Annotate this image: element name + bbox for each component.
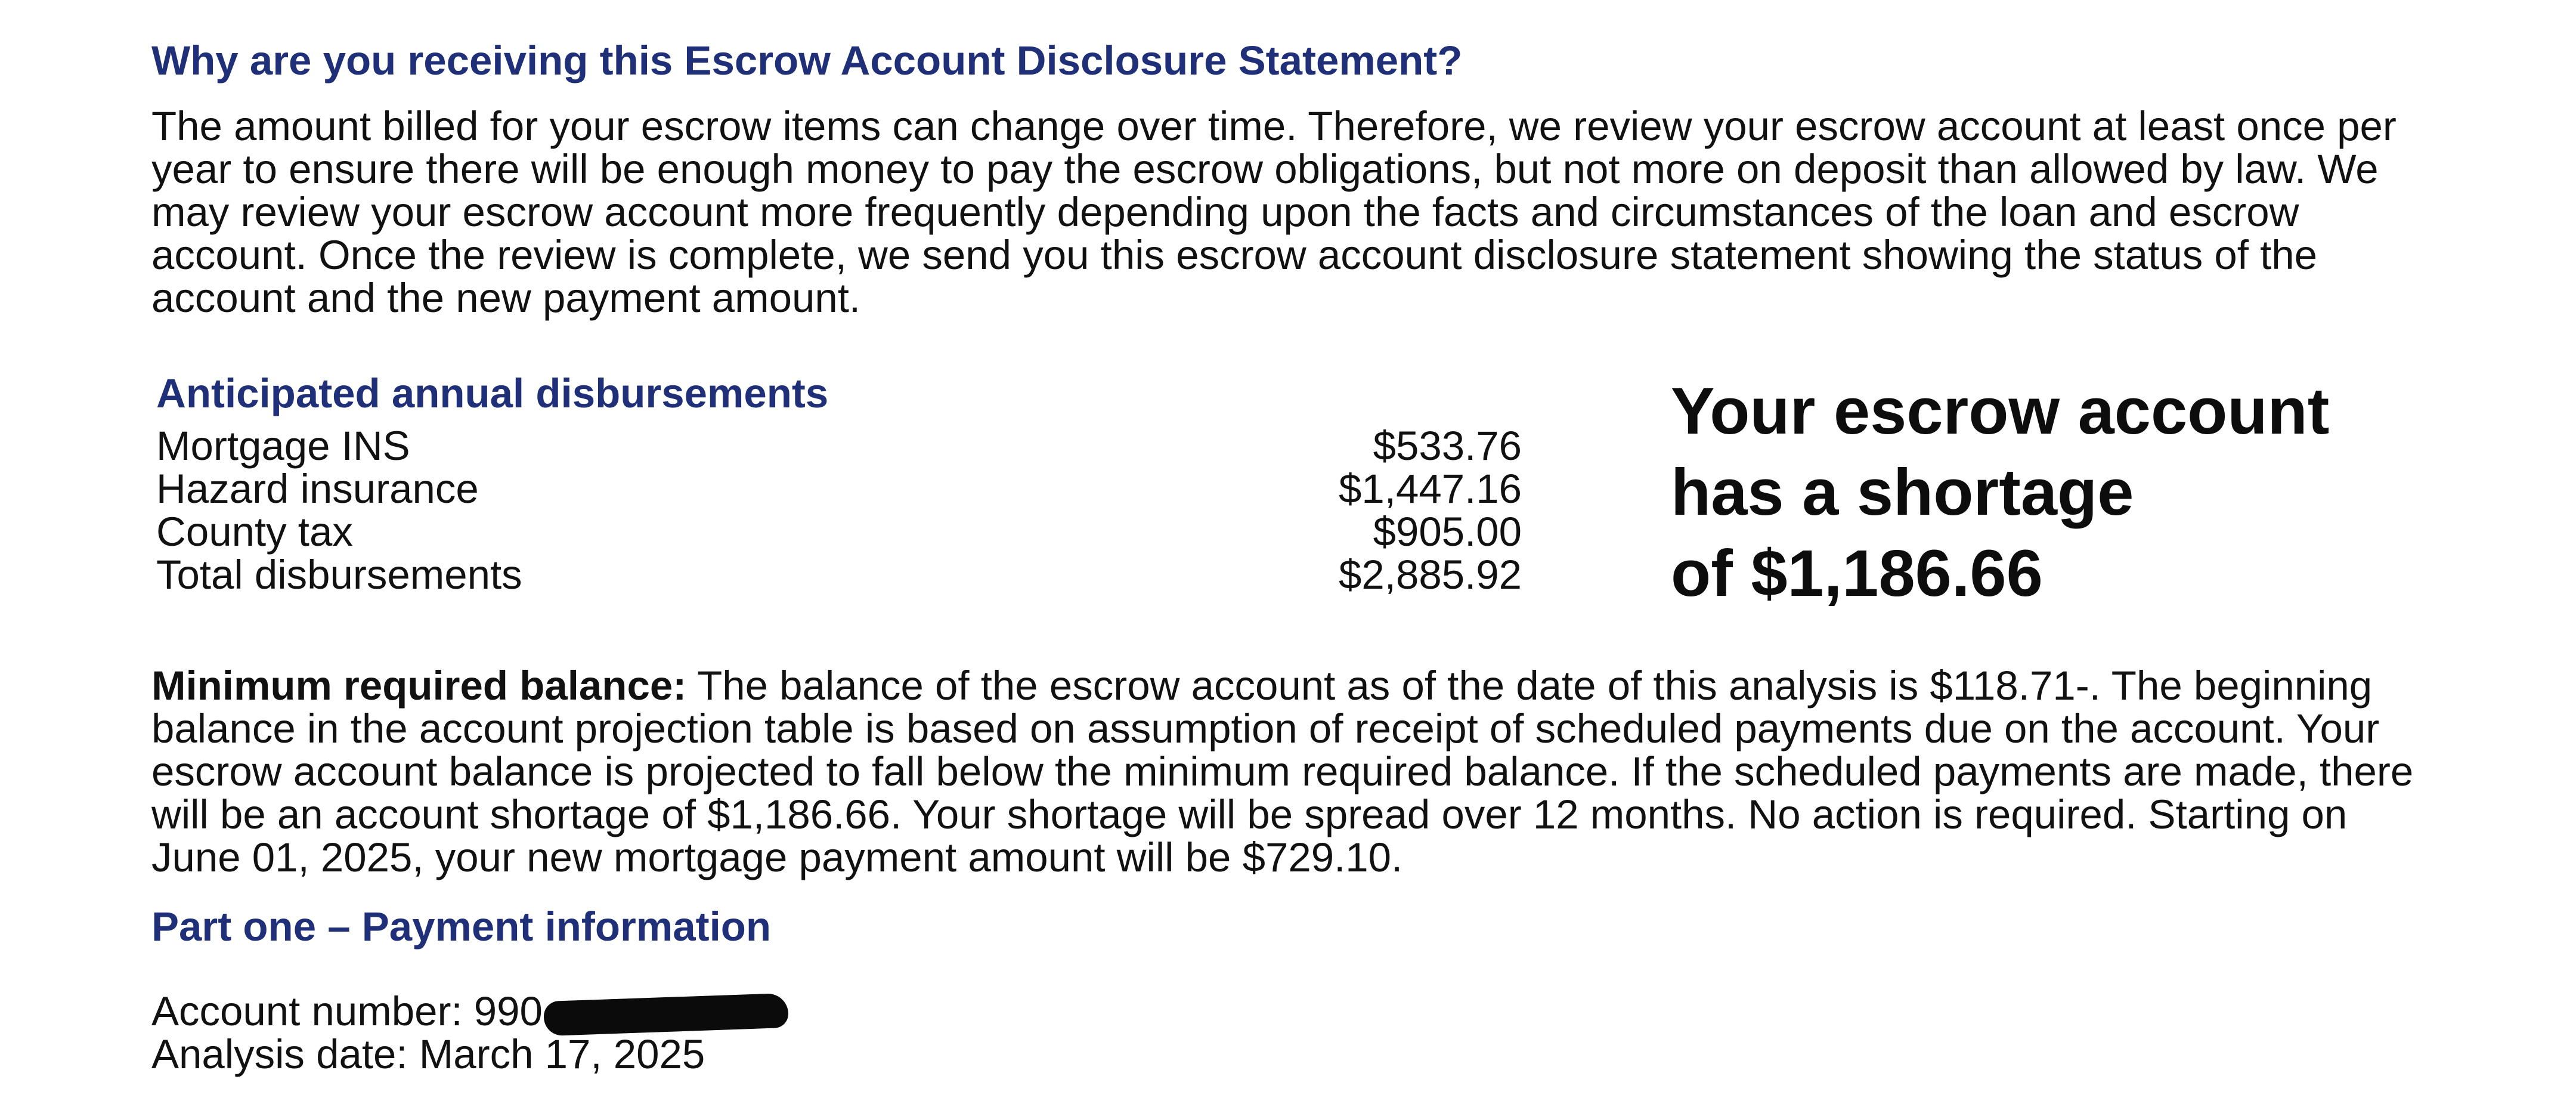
disbursement-label: Mortgage INS [156,423,410,469]
disbursement-amount: $533.76 [1373,423,1522,469]
account-number-line [151,990,788,1033]
disbursement-row [156,511,1522,554]
analysis-date-line: Analysis date: March 17, 2025 [151,1031,705,1077]
disbursement-row [156,468,1522,511]
disbursement-row [156,425,1522,468]
shortage-callout-line3: of $1,186.66 [1671,537,2043,610]
shortage-callout-line1: Your escrow account [1671,375,2330,448]
shortage-callout [1671,371,2446,614]
disbursement-amount: $905.00 [1373,509,1522,555]
disbursement-label: County tax [156,509,353,555]
minimum-balance-paragraph [151,664,2429,879]
part-one-heading: Part one – Payment information [151,904,772,950]
shortage-callout-line2: has a shortage [1671,456,2134,529]
minimum-balance-text: The balance of the escrow account as of the date of this analysis is $118.71-. The beginning balance in the account projection table is based on assumption of receipt of scheduled payments due on the account. Your escrow account balance is projected to fall below the minimum required balance. If the scheduled payments are made, there will be an account shortage of $1,186.66. Your shortage will be spread over 12 months. No action is required. Starting on June 01, 2025, your new mortgage payment amount will be $729.10. [151,663,2414,880]
account-number-value: 990 [473,988,543,1034]
account-number-label: Account number: [151,988,474,1034]
disbursement-total-label: Total disbursements [156,552,522,598]
disbursement-total-row [156,554,1522,596]
disbursement-label: Hazard insurance [156,466,479,512]
why-heading: Why are you receiving this Escrow Account Disclosure Statement? [151,38,1463,84]
disbursement-total-amount: $2,885.92 [1339,552,1522,598]
intro-paragraph: The amount billed for your escrow items can change over time. Therefore, we review your escrow account at least once per year to ensure there will be enough money to pay the escrow obligations, but not more on deposit than allowed by law. We may review your escrow account more frequently depending upon the facts and circumstances of the loan and escrow account. Once the review is complete, we send you this escrow account disclosure statement showing the status of the account and the new payment amount. [151,103,2397,321]
disbursement-amount: $1,447.16 [1339,466,1522,512]
redaction-mark [543,993,789,1036]
disbursements-table [156,425,1522,596]
minimum-balance-lead: Minimum required balance: [151,663,687,709]
disbursements-heading: Anticipated annual disbursements [156,370,829,416]
